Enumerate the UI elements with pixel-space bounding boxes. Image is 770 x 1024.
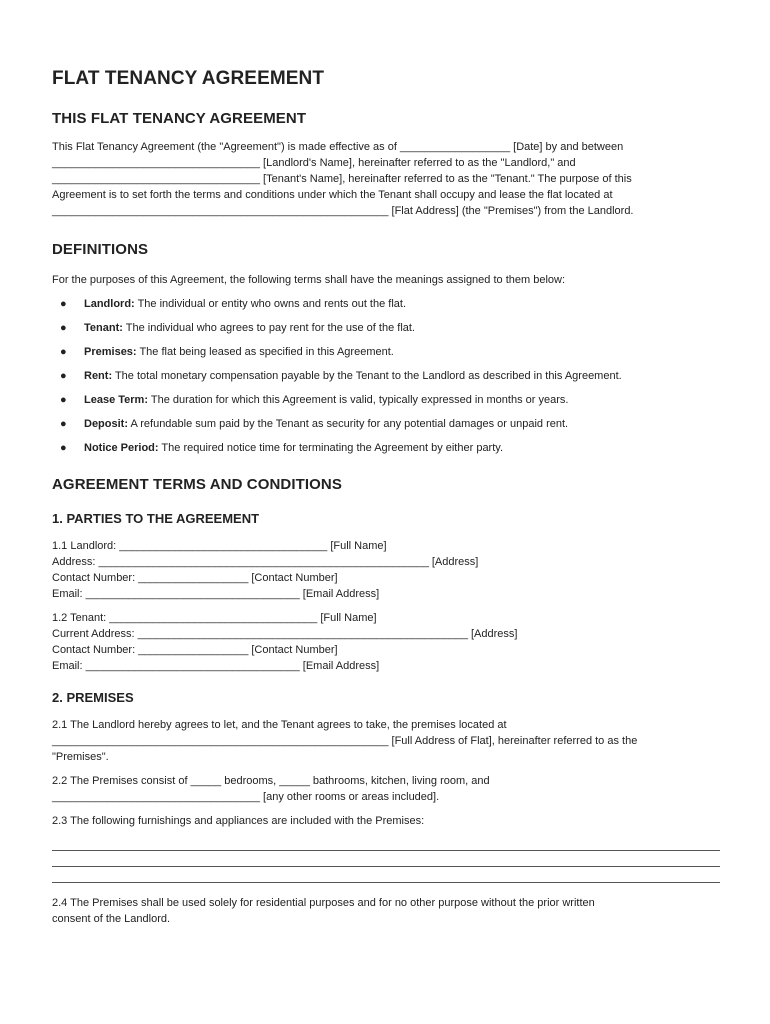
definition-text: The flat being leased as specified in this Agreement. [136,346,394,358]
tenant-line: Contact Number: __________________ [Contact Number] [52,644,338,656]
bullet-icon: ● [60,370,67,382]
definition-item [52,344,720,360]
parties-heading: 1. PARTIES TO THE AGREEMENT [52,511,260,526]
definition-term: Landlord: [84,298,135,310]
landlord-line: 1.1 Landlord: __________________________________ [Full Name] [52,540,387,552]
clause-line: 2.4 The Premises shall be used solely for residential purposes and for no other purpose without the prior written [52,897,595,909]
definitions-heading: DEFINITIONS [52,241,149,258]
tenant-line: Current Address: ______________________________________________________ [Address] [52,628,518,640]
clause-line: "Premises". [52,751,109,763]
tenant-details [52,610,720,674]
premises-clause-2-1 [52,717,720,765]
blank-line [52,867,720,883]
definition-item [52,392,720,408]
clause-line: consent of the Landlord. [52,913,171,925]
bullet-icon: ● [60,418,67,430]
furnishings-blank-lines [52,835,720,883]
clause-line: __________________________________ [any other rooms or areas included]. [52,791,440,803]
definition-item [52,440,720,456]
landlord-line: Email: ___________________________________ [Email Address] [52,588,380,600]
definition-text: The total monetary compensation payable by the Tenant to the Landlord as described in this Agreement. [112,370,622,382]
definition-term: Lease Term: [84,394,148,406]
landlord-line: Address: ______________________________________________________ [Address] [52,556,479,568]
definitions-list [52,296,720,456]
definition-term: Premises: [84,346,137,358]
definition-item [52,320,720,336]
premises-clause-2-2 [52,773,720,805]
definition-item [52,296,720,312]
clause-line: 2.2 The Premises consist of _____ bedrooms, _____ bathrooms, kitchen, living room, and [52,775,490,787]
clause-line: _______________________________________________________ [Full Address of Flat], hereinafter referred to as the [52,735,638,747]
intro-paragraph [52,139,720,219]
premises-heading: 2. PREMISES [52,690,134,705]
definition-item [52,416,720,432]
bullet-icon: ● [60,346,67,358]
blank-line [52,835,720,851]
premises-clause-2-3 [52,813,720,883]
intro-line: __________________________________ [Tenant's Name], hereinafter referred to as the "Tenant." The purpose of this [52,173,632,185]
document-title: FLAT TENANCY AGREEMENT [52,68,325,89]
definition-text: The duration for which this Agreement is valid, typically expressed in months or years. [148,394,569,406]
agreement-subtitle: THIS FLAT TENANCY AGREEMENT [52,110,307,127]
definition-text: The individual who agrees to pay rent for the use of the flat. [122,322,415,334]
definition-text: The required notice time for terminating the Agreement by either party. [158,442,504,454]
definition-term: Rent: [84,370,113,382]
definition-item [52,368,720,384]
terms-heading: AGREEMENT TERMS AND CONDITIONS [52,476,342,493]
landlord-details [52,538,720,602]
definition-term: Notice Period: [84,442,159,454]
intro-line: This Flat Tenancy Agreement (the "Agreement") is made effective as of __________________ [Date] by and between [52,141,624,153]
tenant-line: Email: ___________________________________ [Email Address] [52,660,380,672]
bullet-icon: ● [60,442,67,454]
bullet-icon: ● [60,322,67,334]
definition-term: Tenant: [84,322,123,334]
blank-line [52,851,720,867]
definition-term: Deposit: [84,418,128,430]
intro-line: _______________________________________________________ [Flat Address] (the "Premises") from the Landlord. [52,205,634,217]
intro-line: Agreement is to set forth the terms and conditions under which the Tenant shall occupy and lease the flat located at [52,189,613,201]
bullet-icon: ● [60,298,67,310]
premises-clause-2-4 [52,895,720,927]
definitions-lead: For the purposes of this Agreement, the following terms shall have the meanings assigned to them below: [52,274,566,286]
definition-text: A refundable sum paid by the Tenant as security for any potential damages or unpaid rent. [128,418,569,430]
clause-line: 2.1 The Landlord hereby agrees to let, and the Tenant agrees to take, the premises located at [52,719,507,731]
definition-text: The individual or entity who owns and rents out the flat. [134,298,407,310]
intro-line: __________________________________ [Landlord's Name], hereinafter referred to as the "Landlord," and [52,157,576,169]
tenant-line: 1.2 Tenant: __________________________________ [Full Name] [52,612,377,624]
landlord-line: Contact Number: __________________ [Contact Number] [52,572,338,584]
clause-line: 2.3 The following furnishings and appliances are included with the Premises: [52,815,425,827]
bullet-icon: ● [60,394,67,406]
